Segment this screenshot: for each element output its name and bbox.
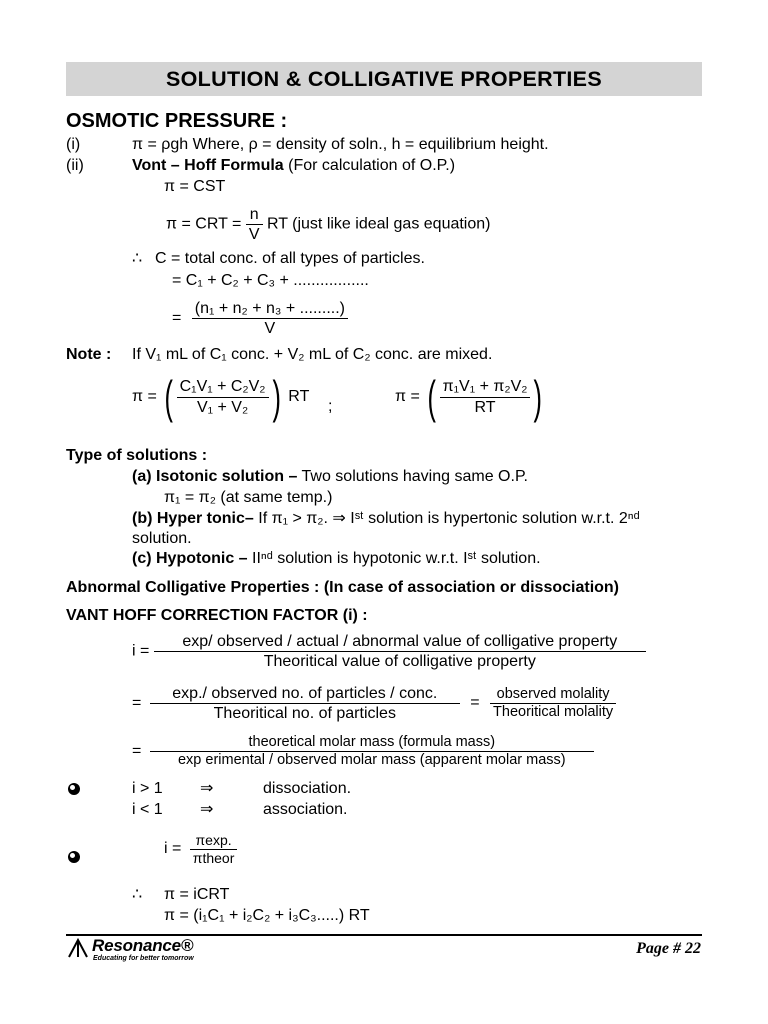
pi-equals: π = (132, 387, 157, 405)
fraction-denominator: V (264, 320, 276, 338)
pressure-ratio (164, 832, 237, 867)
fraction-n-sum (192, 299, 348, 338)
page-number: Page # 22 (636, 940, 701, 957)
left-paren: ( (164, 371, 174, 423)
condition-2-left: i < 1 (132, 801, 163, 818)
equals-sign: = (132, 694, 142, 712)
fraction-denominator: Theoritical molality (493, 704, 614, 721)
right-paren: ) (533, 371, 543, 423)
left-paren: ( (427, 371, 437, 423)
formula-crt (166, 205, 490, 244)
fraction-numerator: theoretical molar mass (formula mass) (150, 734, 594, 752)
fraction-denominator: RT (474, 398, 496, 416)
fraction-particles (150, 684, 460, 723)
resonance-logo: Resonance® (92, 936, 194, 955)
condition-2-arrow: ⇒ (200, 801, 214, 818)
item-ii-label: (ii) (66, 157, 84, 174)
fraction-denominator: Theoritical no. of particles (213, 705, 396, 723)
note-label: Note : (66, 346, 112, 363)
resonance-logo-icon (67, 937, 89, 959)
fraction-numerator: C₁V₁ + C₂V₂ (177, 377, 269, 397)
vant-hoff-heading: VANT HOFF CORRECTION FACTOR (i) : (66, 607, 368, 624)
type-a-text: Two solutions having same O.P. (297, 468, 528, 485)
rt-term: RT (288, 387, 310, 405)
item-i-text: π = ρgh Where, ρ = density of soln., h = equilibrium height. (132, 136, 549, 153)
vant-hoff-formula-note: (For calculation of O.P.) (283, 157, 456, 174)
type-a-label: (a) Isotonic solution – (132, 468, 298, 485)
item-ii-text (132, 157, 455, 175)
fraction-numerator: n (246, 205, 263, 225)
formula-crt-left: π = CRT = (166, 215, 242, 233)
formula-icrt-sum: π = (i₁C₁ + i₂C₂ + i₃C₃.....) RT (164, 907, 370, 924)
fraction-denominator: V (248, 226, 260, 244)
equation-mixed-pressure (395, 371, 546, 423)
fraction-numerator: exp/ observed / actual / abnormal value of colligative property (154, 632, 646, 652)
formula-n-sum (172, 299, 348, 338)
fraction-denominator: exp erimental / observed molar mass (apparent molar mass) (177, 752, 566, 769)
condition-1-left: i > 1 (132, 780, 163, 797)
type-a-equation: π₁ = π₂ (at same temp.) (164, 489, 333, 506)
types-heading: Type of solutions : (66, 447, 208, 464)
vant-hoff-factor-2 (132, 684, 616, 723)
vant-hoff-factor-3 (132, 734, 594, 770)
fraction-numerator: observed molality (490, 686, 616, 704)
page-title: SOLUTION & COLLIGATIVE PROPERTIES (166, 67, 602, 91)
formula-total-conc: C = total conc. of all types of particles. (155, 250, 425, 267)
formula-sum-conc: = C₁ + C₂ + C₃ + ................. (172, 272, 369, 289)
fraction-denominator: Theoritical value of colligative property (263, 653, 536, 671)
semicolon: ; (328, 398, 333, 415)
type-b-continuation: solution. (132, 530, 192, 547)
type-b-label: (b) Hyper tonic– (132, 510, 254, 527)
type-a (132, 468, 528, 486)
type-b (132, 510, 640, 528)
type-b-text: If π₁ > π₂. ⇒ Iˢᵗ solution is hypertonic solution w.r.t. 2ⁿᵈ (253, 510, 640, 527)
fraction-numerator: πexp. (190, 832, 238, 850)
formula-crt-right: RT (just like ideal gas equation) (266, 215, 491, 233)
fraction-numerator: (n₁ + n₂ + n₃ + .........) (192, 299, 348, 319)
fraction-numerator: exp./ observed no. of particles / conc. (150, 684, 460, 704)
right-paren: ) (271, 371, 281, 423)
item-i-label: (i) (66, 136, 81, 153)
fraction-mixed-conc (177, 377, 269, 416)
bullet-icon (68, 783, 80, 795)
condition-2-right: association. (263, 801, 348, 818)
fraction-mixed-pressure (440, 377, 531, 416)
equation-mixed-conc (132, 371, 310, 423)
fraction-numerator: π₁V₁ + π₂V₂ (440, 377, 531, 397)
condition-1-right: dissociation. (263, 780, 352, 797)
bullet-icon (68, 851, 80, 863)
pi-equals: π = (395, 387, 420, 405)
condition-1-arrow: ⇒ (200, 780, 214, 797)
equals-sign: = (132, 742, 142, 760)
vant-hoff-factor-1 (132, 632, 646, 671)
type-c (132, 550, 541, 568)
abnormal-heading: Abnormal Colligative Properties : (In case of association or dissociation) (66, 579, 620, 596)
equals-sign: = (172, 309, 182, 327)
formula-icrt: π = iCRT (164, 886, 230, 903)
formula-cst: π = CST (164, 178, 226, 195)
type-c-text: IIⁿᵈ solution is hypotonic w.r.t. Iˢᵗ solution. (247, 550, 541, 567)
fraction-denominator: πtheor (192, 849, 235, 866)
fraction-molality (490, 686, 616, 722)
fraction-colligative-value (154, 632, 646, 671)
fraction-denominator: V₁ + V₂ (196, 398, 249, 416)
therefore-symbol: ∴ (132, 886, 143, 903)
i-equals: i = (132, 642, 150, 660)
therefore-symbol: ∴ (132, 250, 143, 267)
vant-hoff-formula-title: Vont – Hoff Formula (132, 157, 284, 174)
i-equals: i = (164, 840, 182, 858)
section-heading: OSMOTIC PRESSURE : (66, 110, 288, 132)
type-c-label: (c) Hypotonic – (132, 550, 248, 567)
fraction-n-over-v (246, 205, 263, 244)
note-text: If V₁ mL of C₁ conc. + V₂ mL of C₂ conc. are mixed. (132, 346, 493, 363)
equals-sign: = (470, 694, 480, 712)
fraction-pressure-ratio (190, 832, 238, 867)
fraction-molar-mass (150, 734, 594, 770)
resonance-tagline: Educating for better tomorrow (93, 955, 194, 962)
